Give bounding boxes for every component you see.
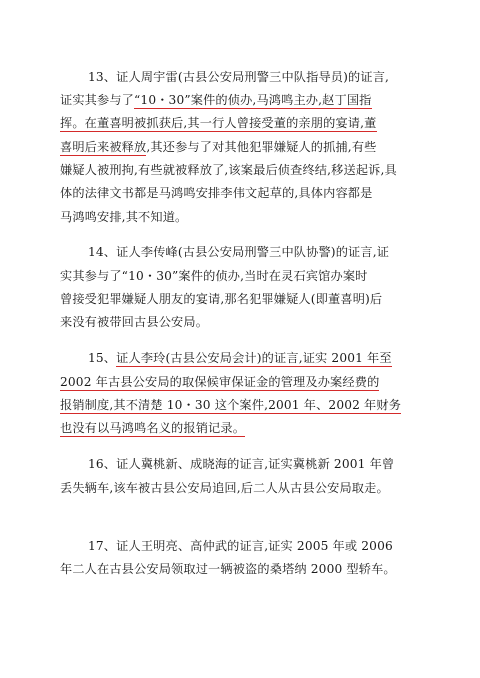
text-run: 体的法律文书都是马鸿鸣安排李伟文起草的,具体内容都是: [60, 186, 373, 200]
text-run: 16、证人冀桃新、成晓海的证言,证实冀桃新 2001 年曾: [88, 457, 395, 471]
text-run: 马鸿鸣安排,其不知道。: [60, 210, 188, 224]
underlined-text-run: 喜明后来被释放: [60, 140, 147, 154]
text-line: [60, 139, 377, 155]
text-run: ,其还参与了对其他犯罪嫌疑人的抓捕,有些: [146, 140, 377, 154]
text-line: [60, 397, 401, 413]
text-line: [60, 314, 208, 330]
text-run: 嫌疑人被刑拘,有些就被释放了,该案最后侦查终结,移送起诉,具: [60, 163, 397, 177]
text-run: 实其参与了“10・30”案件的侦办,当时在灵石宾馆办案时: [60, 269, 368, 283]
text-line: [60, 162, 397, 178]
text-run: 丢失辆车,该车被古县公安局追回,后二人从古县公安局取走。: [60, 481, 389, 495]
text-line: [88, 456, 394, 472]
text-line: [88, 244, 389, 260]
underlined-text-run: “10・30”案件的侦办,马鸿鸣主办,赵丁国指: [134, 93, 372, 107]
underlined-text-run: 也没有以马鸿鸣名义的报销记录。: [60, 421, 246, 435]
text-line: [60, 92, 372, 108]
text-line: [60, 420, 245, 436]
text-line: [60, 480, 389, 496]
text-line: [88, 538, 393, 554]
text-line: [60, 209, 187, 225]
text-line: [60, 291, 382, 307]
text-line: [60, 374, 379, 390]
text-line: [60, 185, 372, 201]
text-run: 来没有被带回古县公安局。: [60, 315, 209, 329]
text-run: 证实其参与了: [60, 93, 135, 107]
text-run: 13、证人周宇雷(古县公安局刑警三中队指导员)的证言,: [88, 70, 390, 84]
text-run: 15、: [88, 351, 117, 365]
text-run: 17、证人王明亮、高仲武的证言,证实 2005 年或 2006: [88, 539, 393, 553]
text-line: [88, 69, 389, 85]
text-run: 14、证人李传峰(古县公安局刑警三中队协警)的证言,证: [88, 245, 390, 259]
underlined-text-run: 证人李玲(古县公安局会计)的证言,证实 2001 年至: [116, 351, 392, 365]
text-run: 年二人在古县公安局领取过一辆被盗的桑塔纳 2000 型轿车。: [60, 562, 396, 576]
underlined-text-run: 2002 年古县公安局的取保候审保证金的管理及办案经费的: [60, 375, 380, 389]
text-run: 曾接受犯罪嫌疑人朋友的宴请,那名犯罪嫌疑人(即董喜明)后: [60, 292, 383, 306]
text-line: [60, 561, 396, 577]
text-line: [60, 115, 377, 131]
underlined-text-run: 挥。在董喜明被抓获后,其一行人曾接受董的亲朋的宴请,董: [60, 116, 377, 130]
text-line: [88, 350, 392, 366]
text-line: [60, 268, 368, 284]
underlined-text-run: 报销制度,其不清楚 10・30 这个案件,2001 年、2002 年财务: [60, 398, 402, 412]
